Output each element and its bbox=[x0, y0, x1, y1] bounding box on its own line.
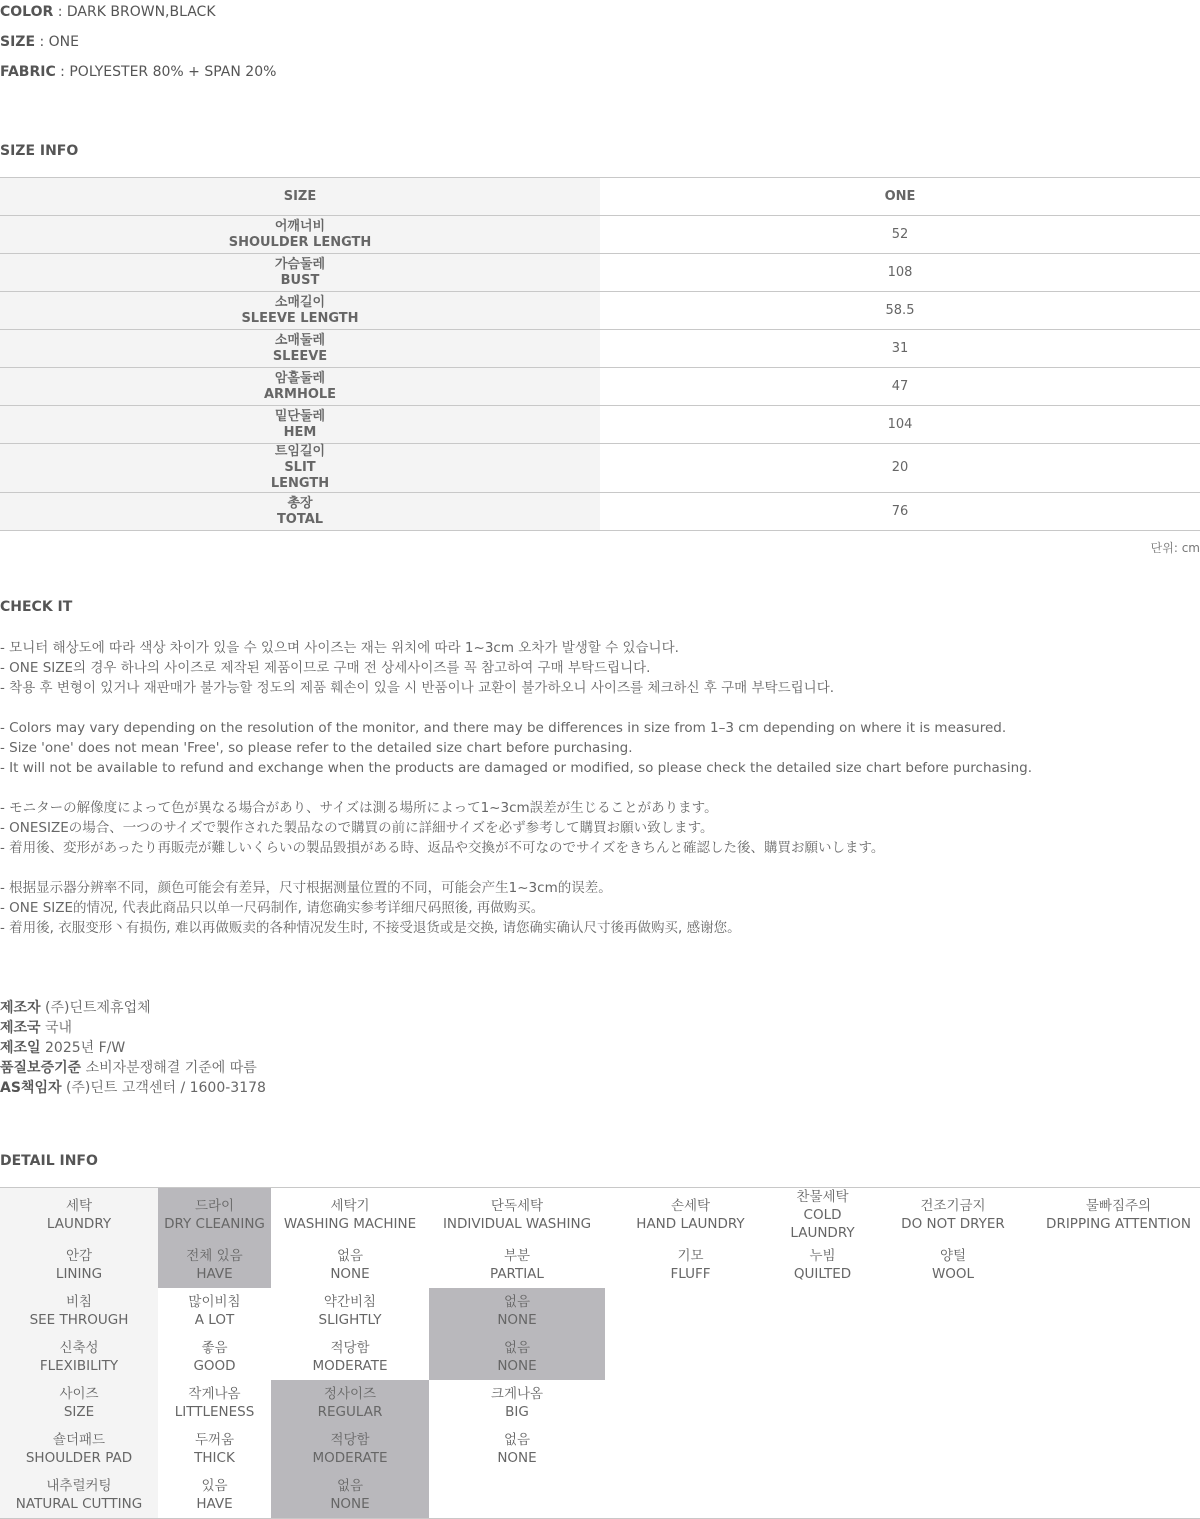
detail-option bbox=[776, 1242, 869, 1288]
size-info-title: SIZE INFO bbox=[0, 143, 79, 159]
detail-en: FLUFF bbox=[670, 1266, 711, 1282]
size-row-value: 76 bbox=[600, 493, 1200, 531]
detail-option bbox=[158, 1334, 271, 1380]
detail-ko: 물빠짐주의 bbox=[1085, 1198, 1152, 1214]
detail-option bbox=[1037, 1334, 1200, 1380]
detail-en: LAUNDRY bbox=[46, 1216, 112, 1232]
note-line: - 根据显示器分辨率不同，颜色可能会有差异，尺寸根据测量位置的不同，可能会产生1~3cm的误差。 bbox=[0, 880, 612, 896]
detail-option bbox=[605, 1288, 776, 1334]
detail-en: WOOL bbox=[931, 1266, 975, 1282]
detail-option bbox=[1037, 1472, 1200, 1518]
detail-option bbox=[776, 1288, 869, 1334]
size-row bbox=[0, 216, 1200, 254]
detail-option bbox=[1037, 1426, 1200, 1472]
detail-ko: 누빔 bbox=[809, 1248, 836, 1264]
detail-row bbox=[0, 1380, 1200, 1426]
detail-en: WASHING MACHINE bbox=[283, 1216, 417, 1232]
detail-en: LITTLENESS bbox=[174, 1404, 255, 1420]
detail-en: HAVE bbox=[196, 1495, 233, 1512]
detail-ko: 약간비침 bbox=[323, 1294, 377, 1310]
size-row-ko: 총장 bbox=[287, 495, 313, 511]
detail-option-selected bbox=[158, 1188, 271, 1243]
detail-option bbox=[429, 1426, 605, 1472]
detail-en: NONE bbox=[497, 1312, 537, 1328]
notes-en bbox=[0, 718, 1032, 778]
detail-row-header bbox=[0, 1334, 158, 1380]
detail-option bbox=[776, 1380, 869, 1426]
detail-row-header bbox=[0, 1380, 158, 1426]
detail-option bbox=[605, 1188, 776, 1243]
size-table bbox=[0, 177, 1200, 531]
size-row-value: 47 bbox=[600, 368, 1200, 406]
size-row-en: HEM bbox=[283, 424, 317, 440]
detail-option-selected bbox=[271, 1380, 429, 1426]
size-row-value: 20 bbox=[600, 444, 1200, 493]
detail-option bbox=[776, 1472, 869, 1518]
size-header-value: ONE bbox=[600, 178, 1200, 216]
detail-en: LINING bbox=[55, 1266, 103, 1282]
maker-line: AS책임자 (주)딘트 고객센터 / 1600-3178 bbox=[0, 1080, 266, 1096]
detail-en: THICK bbox=[194, 1450, 235, 1466]
detail-ko: 많이비침 bbox=[188, 1294, 241, 1310]
size-row bbox=[0, 444, 1200, 493]
detail-option bbox=[158, 1288, 271, 1334]
size-row-value: 104 bbox=[600, 406, 1200, 444]
detail-en: COLD LAUNDRY bbox=[790, 1207, 855, 1241]
detail-option bbox=[271, 1288, 429, 1334]
detail-en: SEE THROUGH bbox=[29, 1312, 129, 1328]
detail-ko: 손세탁 bbox=[670, 1198, 711, 1214]
detail-ko: 사이즈 bbox=[59, 1386, 99, 1402]
detail-ko: 숄더패드 bbox=[52, 1432, 106, 1448]
size-row bbox=[0, 493, 1200, 531]
size-row bbox=[0, 292, 1200, 330]
detail-option bbox=[869, 1188, 1037, 1243]
detail-option-selected bbox=[271, 1472, 429, 1518]
size-row-en: SLEEVE LENGTH bbox=[241, 310, 359, 326]
detail-option bbox=[605, 1472, 776, 1518]
detail-option bbox=[158, 1472, 271, 1518]
detail-en: SHOULDER PAD bbox=[25, 1450, 133, 1466]
detail-option-selected bbox=[271, 1426, 429, 1472]
size-header-label: SIZE bbox=[0, 178, 600, 216]
detail-option bbox=[869, 1334, 1037, 1380]
size-row-ko: 밑단둘레 bbox=[274, 408, 326, 424]
detail-en: HAVE bbox=[196, 1266, 233, 1282]
detail-ko: 세탁기 bbox=[330, 1198, 370, 1214]
detail-option bbox=[429, 1242, 605, 1288]
detail-option bbox=[1037, 1288, 1200, 1334]
detail-row-header bbox=[0, 1188, 158, 1243]
note-line: - Size 'one' does not mean 'Free', so please refer to the detailed size chart before purchasing. bbox=[0, 740, 633, 756]
detail-option bbox=[429, 1380, 605, 1426]
detail-ko: 작게나옴 bbox=[188, 1386, 241, 1402]
detail-option-selected bbox=[429, 1288, 605, 1334]
detail-en: NONE bbox=[497, 1450, 537, 1466]
maker-line: 제조자 (주)딘트제휴업체 bbox=[0, 1000, 151, 1016]
detail-ko: 비침 bbox=[65, 1294, 93, 1310]
detail-en: DRIPPING ATTENTION bbox=[1046, 1216, 1191, 1232]
note-line: - 착용 후 변형이 있거나 재판매가 불가능할 정도의 제품 훼손이 있을 시 반품이나 교환이 불가하오니 사이즈를 체크하신 후 구매 부탁드립니다. bbox=[0, 680, 835, 696]
detail-ko: 건조기금지 bbox=[920, 1198, 986, 1214]
size-row-ko: 암홀둘레 bbox=[274, 370, 326, 386]
detail-ko: 전체 있음 bbox=[186, 1248, 243, 1264]
detail-option bbox=[776, 1426, 869, 1472]
spec-fabric: FABRIC : POLYESTER 80% + SPAN 20% bbox=[0, 64, 277, 80]
spec-size: SIZE : ONE bbox=[0, 34, 79, 50]
size-row-ko: 가슴둘레 bbox=[274, 256, 326, 272]
detail-en: NONE bbox=[330, 1266, 370, 1282]
detail-en: PARTIAL bbox=[490, 1266, 544, 1282]
notes-zh bbox=[0, 878, 741, 938]
note-line: - モニターの解像度によって色が異なる場合があり、サイズは測る場所によって1~3cm誤差が生じることがあります。 bbox=[0, 800, 718, 816]
detail-en: FLEXIBILITY bbox=[39, 1358, 119, 1374]
detail-option bbox=[158, 1426, 271, 1472]
detail-ko: 두꺼움 bbox=[194, 1432, 235, 1448]
size-row-value: 108 bbox=[600, 254, 1200, 292]
spec-color: COLOR : DARK BROWN,BLACK bbox=[0, 4, 216, 20]
detail-ko: 단독세탁 bbox=[490, 1198, 544, 1214]
detail-en: DRY CLEANING bbox=[164, 1216, 265, 1232]
detail-ko: 안감 bbox=[65, 1248, 93, 1264]
detail-en: A LOT bbox=[194, 1312, 235, 1328]
detail-ko: 없음 bbox=[503, 1294, 531, 1310]
detail-ko: 내추럴커팅 bbox=[46, 1477, 112, 1494]
detail-row bbox=[0, 1426, 1200, 1472]
detail-row-header bbox=[0, 1242, 158, 1288]
detail-ko: 적당함 bbox=[330, 1340, 370, 1356]
detail-ko: 찬물세탁 bbox=[796, 1189, 849, 1205]
notes-ja bbox=[0, 798, 884, 858]
detail-option bbox=[429, 1472, 605, 1518]
detail-option bbox=[271, 1334, 429, 1380]
size-row-en: SLEEVE bbox=[272, 348, 328, 364]
detail-ko: 있음 bbox=[201, 1477, 228, 1494]
detail-row-header bbox=[0, 1288, 158, 1334]
note-line: - ONE SIZE의 경우 하나의 사이즈로 제작된 제품이므로 구매 전 상세사이즈를 꼭 참고하여 구매 부탁드립니다. bbox=[0, 660, 651, 676]
size-row-en: BUST bbox=[280, 272, 320, 288]
detail-en: SIZE bbox=[63, 1404, 95, 1420]
size-row-value: 31 bbox=[600, 330, 1200, 368]
detail-en: HAND LAUNDRY bbox=[636, 1216, 745, 1232]
detail-en: MODERATE bbox=[312, 1450, 388, 1466]
detail-ko: 없음 bbox=[503, 1340, 531, 1356]
detail-ko: 기모 bbox=[677, 1248, 704, 1264]
detail-en: NATURAL CUTTING bbox=[15, 1495, 143, 1512]
detail-en: GOOD bbox=[193, 1358, 236, 1374]
detail-option bbox=[271, 1188, 429, 1243]
notes-ko bbox=[0, 638, 834, 698]
size-row-en: SLIT bbox=[284, 460, 316, 475]
detail-en: NONE bbox=[330, 1495, 370, 1512]
size-row-en: SHOULDER LENGTH bbox=[228, 234, 372, 250]
detail-option bbox=[869, 1472, 1037, 1518]
detail-ko: 없음 bbox=[336, 1248, 364, 1264]
detail-en: REGULAR bbox=[317, 1404, 383, 1420]
size-row-value: 58.5 bbox=[600, 292, 1200, 330]
note-line: - Colors may vary depending on the resolution of the monitor, and there may be differences in size from 1–3 cm depending on where it is measured. bbox=[0, 720, 1007, 736]
detail-option bbox=[869, 1380, 1037, 1426]
note-line: - ONESIZEの場合、一つのサイズで製作された製品なので購買の前に詳細サイズを必ず参考して購買お願い致します。 bbox=[0, 820, 714, 836]
size-row-value: 52 bbox=[600, 216, 1200, 254]
detail-row bbox=[0, 1188, 1200, 1243]
detail-en: DO NOT DRYER bbox=[901, 1216, 1005, 1232]
detail-table bbox=[0, 1187, 1200, 1519]
detail-option bbox=[158, 1380, 271, 1426]
size-row-ko: 어깨너비 bbox=[274, 218, 326, 234]
detail-en: SLIGHTLY bbox=[318, 1312, 382, 1328]
note-line: - 着用後、変形があったり再販売が難しいくらいの製品毀損がある時、返品や交換が不可なのでサイズをきちんと確認した後、購買お願いします。 bbox=[0, 840, 885, 856]
detail-row-header bbox=[0, 1472, 158, 1518]
maker-line: 제조국 국내 bbox=[0, 1020, 73, 1036]
size-row bbox=[0, 254, 1200, 292]
detail-ko: 신축성 bbox=[59, 1340, 99, 1356]
unit-note: 단위: cm bbox=[1150, 541, 1200, 555]
size-row bbox=[0, 406, 1200, 444]
size-row bbox=[0, 368, 1200, 406]
note-line: - ONE SIZE的情况, 代表此商品只以单一尺码制作, 请您确实参考详细尺码照後, 再做购买。 bbox=[0, 900, 545, 916]
note-line: - 着用後, 衣服变形丶有损伤, 难以再做贩卖的各种情况发生时, 不接受退货或是交换, 请您确实确认尺寸後再做购买, 感谢您。 bbox=[0, 920, 741, 936]
detail-ko: 양털 bbox=[939, 1248, 967, 1264]
size-row-ko: 소매둘레 bbox=[274, 332, 326, 348]
size-row-ko: 트임길이 bbox=[274, 444, 326, 459]
note-line: - It will not be available to refund and exchange when the products are damaged or modified, so please check the detailed size chart before purchasing. bbox=[0, 760, 1032, 776]
detail-option bbox=[605, 1426, 776, 1472]
detail-en: BIG bbox=[505, 1404, 529, 1420]
note-line: - 모니터 해상도에 따라 색상 차이가 있을 수 있으며 사이즈는 재는 위치에 따라 1~3cm 오차가 발생할 수 있습니다. bbox=[0, 640, 679, 656]
detail-row bbox=[0, 1288, 1200, 1334]
size-row bbox=[0, 330, 1200, 368]
detail-ko: 없음 bbox=[336, 1477, 364, 1494]
maker-line: 품질보증기준 소비자분쟁해결 기준에 따름 bbox=[0, 1060, 257, 1076]
detail-ko: 없음 bbox=[503, 1432, 531, 1448]
detail-option bbox=[271, 1242, 429, 1288]
detail-row bbox=[0, 1472, 1200, 1518]
size-row-en: TOTAL bbox=[276, 511, 324, 527]
detail-option bbox=[869, 1288, 1037, 1334]
detail-option bbox=[869, 1242, 1037, 1288]
detail-en: QUILTED bbox=[793, 1266, 852, 1282]
check-it-title: CHECK IT bbox=[0, 599, 73, 615]
detail-option bbox=[605, 1380, 776, 1426]
detail-option bbox=[1037, 1242, 1200, 1288]
size-row-en: ARMHOLE bbox=[263, 386, 337, 402]
maker-info bbox=[0, 998, 266, 1098]
detail-row-header bbox=[0, 1426, 158, 1472]
detail-en: INDIVIDUAL WASHING bbox=[442, 1216, 592, 1232]
detail-ko: 좋음 bbox=[201, 1340, 228, 1356]
size-row-en-2: LENGTH bbox=[270, 476, 330, 491]
detail-ko: 정사이즈 bbox=[323, 1386, 377, 1402]
detail-ko: 적당함 bbox=[330, 1432, 370, 1448]
detail-option bbox=[869, 1426, 1037, 1472]
detail-info-title: DETAIL INFO bbox=[0, 1153, 98, 1169]
size-row-ko: 소매길이 bbox=[274, 294, 326, 310]
detail-ko: 크게나옴 bbox=[490, 1386, 544, 1402]
detail-ko: 세탁 bbox=[65, 1198, 93, 1214]
detail-option bbox=[605, 1334, 776, 1380]
maker-line: 제조일 2025년 F/W bbox=[0, 1040, 126, 1056]
detail-option bbox=[776, 1334, 869, 1380]
detail-option-selected bbox=[429, 1334, 605, 1380]
detail-row bbox=[0, 1334, 1200, 1380]
detail-option bbox=[776, 1188, 869, 1243]
detail-option bbox=[1037, 1188, 1200, 1243]
detail-option bbox=[1037, 1380, 1200, 1426]
detail-en: MODERATE bbox=[312, 1358, 388, 1374]
detail-option bbox=[605, 1242, 776, 1288]
size-table-header bbox=[0, 178, 1200, 216]
detail-option bbox=[429, 1188, 605, 1243]
detail-ko: 부분 bbox=[503, 1248, 531, 1264]
detail-row bbox=[0, 1242, 1200, 1288]
detail-ko: 드라이 bbox=[194, 1198, 235, 1214]
detail-option-selected bbox=[158, 1242, 271, 1288]
detail-en: NONE bbox=[497, 1358, 537, 1374]
